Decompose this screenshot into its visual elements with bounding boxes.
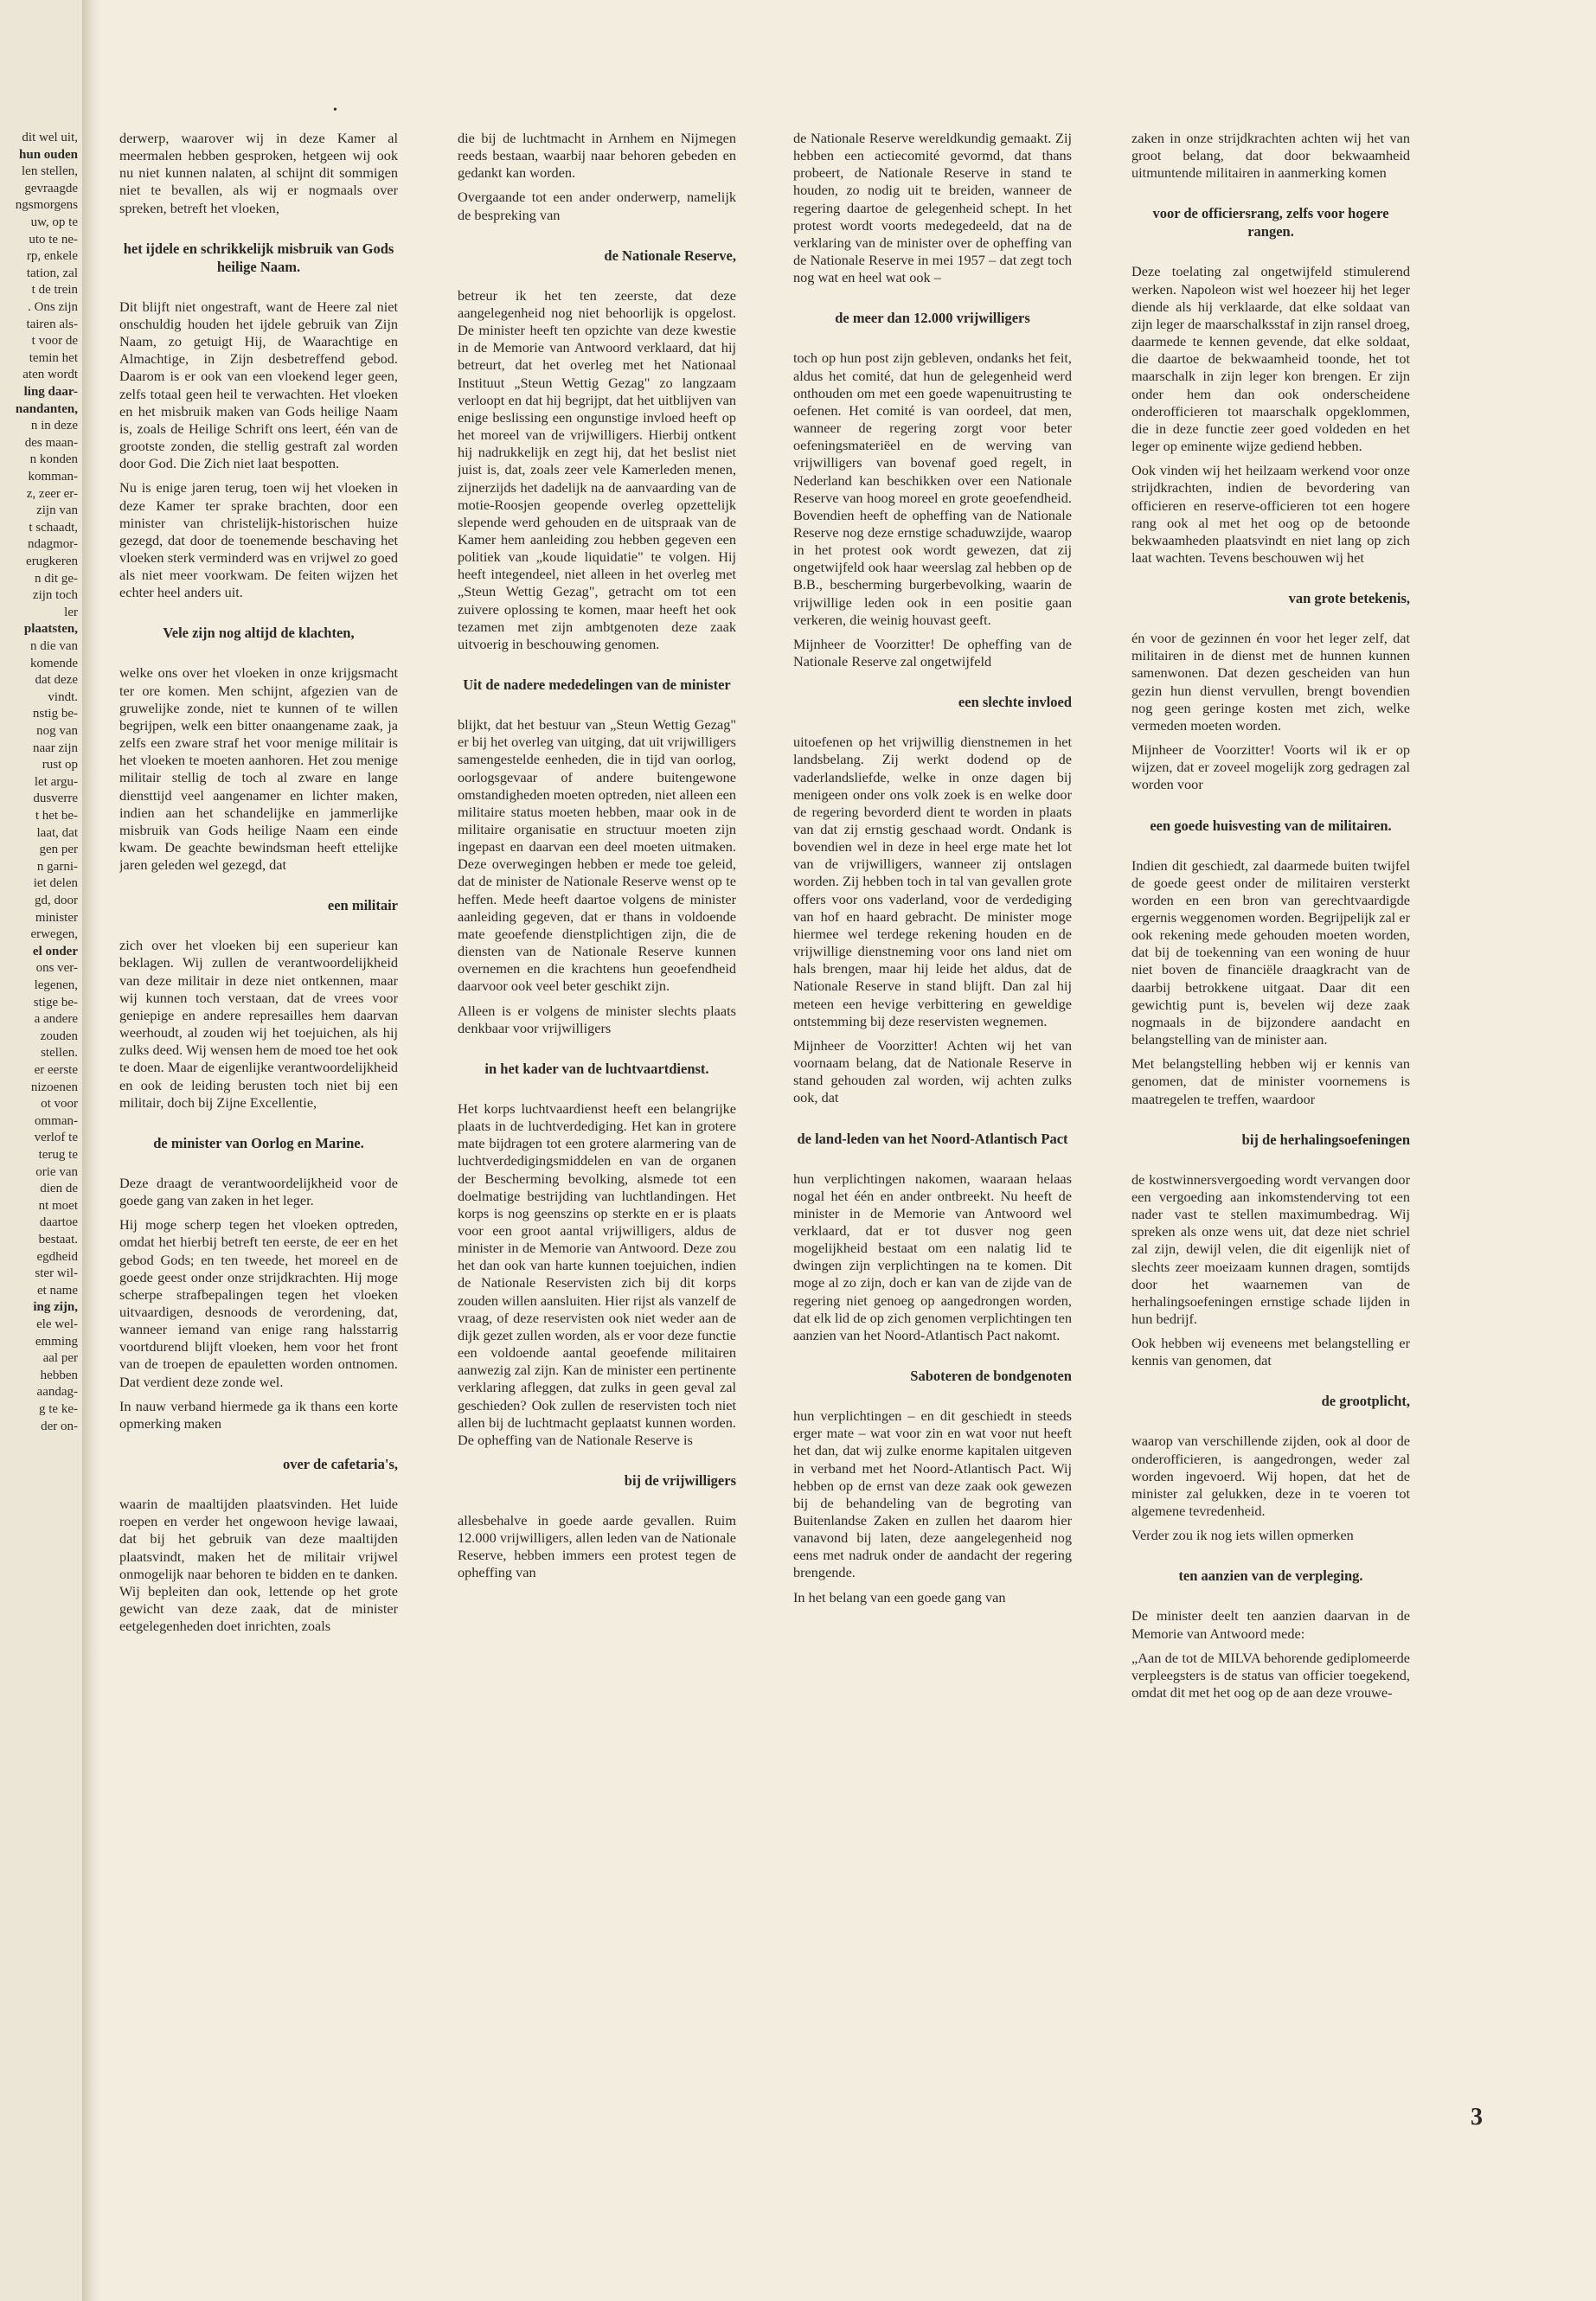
prev-page-fragment: uto te ne-	[29, 232, 78, 247]
paragraph: Mijnheer de Voorzitter! Achten wij het van voornaam belang, dat de Nationale Reserve in stand gehouden zal worden, wij achten zulks ook, dat	[793, 1036, 1072, 1106]
paragraph: hun verplichtingen nakomen, waaraan helaas nogal het één en ander ontbreekt. Nu heeft de minister in de Memorie van Antwoord wel verklaard, dat er tot dusver nog geen mogelijkheid bestaat om een nalatig lid te dwingen zijn verplichtingen na te komen. Dit moge al zo zijn, doch er kan van de zijde van de regering niet genoeg op aangedrongen worden, dat elk lid de op zich genomen verplichtingen ten aanzien van het Noord-Atlantisch Pact nakomt.	[793, 1170, 1072, 1343]
prev-page-fragment: des maan-	[24, 435, 78, 450]
paragraph: waarop van verschillende zijden, ook al door de onderofficieren, is aangedrongen, weder zal worden ingevoerd. Wij hopen, dat het de minister zal gelukken, deze in te voeren tot algemene tevredenheid.	[1131, 1433, 1410, 1520]
paragraph: blijkt, dat het bestuur van „Steun Wettig Gezag" er bij het overleg van uitging, dat uit vrijwilligers samengestelde eenheden, die in tijd van oorlog, oorlogsgevaar of andere buitengewone omstandigheden moeten optreden, niet alleen een militaire status moeten hebben, maar ook in de militaire organisatie en structuur moeten zijn ingepast en daarvan een deel moeten uitmaken. Deze overwegingen hebben er mede toe geleid, dat de minister de Nationale Reserve wenst op te heffen. Mede heeft daartoe volgens de minister aanleiding gegeven, dat er thans in voldoende mate geoefende dienstplichtigen zijn, die de diensten van de Nationale Reserve kunnen overnemen en die krachtens hun geoefendheid daarvoor ook veel beter geschikt zijn.	[458, 716, 736, 995]
subheading: de meer dan 12.000 vrijwilligers	[835, 310, 1030, 327]
subheading: ten aanzien van de verpleging.	[1178, 1567, 1363, 1585]
prev-page-fragment: komende	[30, 656, 78, 670]
prev-page-fragment: vindt.	[48, 689, 78, 704]
prev-page-fragment: n in deze	[30, 419, 78, 433]
prev-page-fragment: uw, op te	[30, 215, 78, 229]
prev-page-fragment: stige be-	[33, 995, 78, 1009]
subheading: de Nationale Reserve,	[604, 247, 736, 264]
paragraph: Nu is enige jaren terug, toen wij het vloeken in deze Kamer ter sprake brachten, door een minister van christelijk-historischen huize gezegd, dat door de toenemende beschaving het vloeken sterk verminderd was en vrijwel zo goed als niet meer voorkwam. De feiten wijzen het echter heel anders uit.	[119, 479, 398, 601]
prev-page-fragment: zijn toch	[32, 588, 78, 603]
subheading: in het kader van de luchtvaartdienst.	[484, 1060, 709, 1077]
prev-page-fragment: bestaat.	[38, 1233, 78, 1247]
prev-page-fragment: gd, door	[35, 894, 78, 907]
prev-page-fragment: komman-	[28, 470, 78, 484]
paragraph: Dit blijft niet ongestraft, want de Heere zal niet onschuldig houden het ijdele gebruik van Zijn Naam, zo getuigt Hij, de Waarachtige en Almachtige, in Zijn desbetreffend gebod. Daarom is er ook van een vloekend leger geen, zelfs totaal geen heil te verwachten. Het vloeken en het misbruik maken van Gods heilige Naam is, zoals de Heilige Schrift ons leert, één van de grootste zonden, die stellig gestraft zal worden door God. Die Zich niet laat bespotten.	[119, 298, 398, 472]
prev-page-fragment: aten wordt	[22, 368, 78, 382]
prev-page-fragment: aal per	[42, 1351, 78, 1366]
prev-page-fragment: et name	[36, 1283, 78, 1298]
prev-page-fragment: nt moet	[38, 1198, 78, 1213]
prev-page-fragment: . Ons zijn	[28, 300, 78, 314]
subheading: de minister van Oorlog en Marine.	[153, 1134, 364, 1151]
prev-page-fragment: n konden	[29, 452, 78, 467]
subheading: Uit de nadere mededelingen van de minister	[463, 676, 731, 694]
prev-page-fragment: z, zeer er-	[26, 486, 78, 501]
prev-page-fragment: a andere	[34, 1012, 78, 1027]
page-number: 3	[1471, 2104, 1483, 2131]
paragraph: zich over het vloeken bij een superieur kan beklagen. Wij zullen de verantwoordelijkheid van deze militair in deze niet ontkennen, maar wij kunnen toch verstaan, dat de vrees voor geniepige en andere represailles hem daarvan weerhoudt, al zouden wij het toejuichen, als hij zulks deed. Wij wensen hem de moed toe het ook te doen. Maar de eigenlijke verantwoordelijkheid en ook de leiding berusten toch niet bij een militair, doch bij Zijne Excellentie,	[119, 937, 398, 1111]
prev-page-fragment: len stellen,	[22, 164, 78, 179]
prev-page-fragment: nstig be-	[32, 707, 78, 721]
prev-page-fragment: ot voor	[41, 1097, 78, 1112]
prev-page-fragment: erugkeren	[26, 554, 78, 568]
subheading: Vele zijn nog altijd de klachten,	[163, 625, 355, 642]
prev-page-fragment: tairen als-	[26, 317, 78, 331]
paragraph: waarin de maaltijden plaatsvinden. Het luide roepen en verder het ongewoon hevige lawaai, dat bij het gebruik van deze maaltijden plaatsvindt, maken het de militair vrijwel onmogelijk naar behoren te bidden en te danken. Wij bepleiten dan ook, lettende op het grote gewicht van deze zaak, dat de minister eetgelegenheden doet inrichten, zoals	[119, 1496, 398, 1635]
paragraph: hun verplichtingen – en dit geschiedt in steeds erger mate – wat voor zin en wat voor nut heeft het dan, dat wij zulke enorme kapitalen uitgeven in verband met het Noord-Atlantisch Pact. Wij hebben op de ernst van deze zaak ook gewezen bij de behandeling van de begroting van Buitenlandse Zaken en zullen het daarom hier vanavond bij laten, deze aangelegenheid nog eens met nadruk onder de aandacht der regering brengende.	[793, 1407, 1072, 1581]
prev-page-fragment: ons ver-	[35, 961, 78, 976]
prev-page-fragment: el onder	[32, 944, 78, 958]
column-4	[1131, 130, 1410, 2128]
subheading: bij de herhalingsoefeningen	[1241, 1131, 1410, 1148]
paragraph: Verder zou ik nog iets willen opmerken	[1131, 1527, 1354, 1544]
subheading: een goede huisvesting van de militairen.	[1150, 817, 1392, 834]
subheading: de grootplicht,	[1321, 1393, 1410, 1410]
prev-page-fragment: ster wil-	[35, 1266, 78, 1281]
prev-page-fragment: g te ke-	[39, 1402, 78, 1416]
prev-page-fragment: rust op	[42, 758, 78, 772]
prev-page-fragment: nog van	[36, 724, 78, 738]
prev-page-fragment: ler	[64, 605, 78, 619]
prev-page-fragment: t schaadt,	[29, 520, 78, 535]
prev-page-fragment: laat, dat	[36, 825, 78, 840]
prev-page-fragment: dien de	[40, 1182, 78, 1196]
prev-page-fragment: temin het	[29, 350, 78, 365]
prev-page-fragment: orie van	[35, 1164, 78, 1179]
prev-page-fragment: ele wel-	[36, 1317, 78, 1331]
paragraph: de kostwinnersvergoeding wordt vervangen door een vergoeding aan inkomstenderving tot een nader vast te stellen maximumbedrag. Wij spreken als onze wens uit, dat deze niet schriel zal zijn, dewijl velen, die dit eigenlijk niet of slechts zeer moeizaam kunnen dragen, somtijds door het waarnemen van de herhalingsoefeningen ernstige schade lijden in hun bedrijf.	[1131, 1170, 1410, 1327]
print-mark: •	[333, 104, 337, 117]
subheading: Saboteren de bondgenoten	[910, 1368, 1072, 1385]
paragraph: Deze draagt de verantwoordelijkheid voor de goede gang van zaken in het leger.	[119, 1174, 398, 1209]
prev-page-fragment: hun ouden	[19, 147, 78, 162]
prev-page-fragment: rp, enkele	[26, 249, 78, 264]
paragraph: Ook vinden wij het heilzaam werkend voor onze strijdkrachten, indien de bevordering van officieren en reserve-officieren tot een hogere rang ook al met het oog op de betoonde bekwaamheden plaatsvindt en niet lang op zich laat wachten. Tevens beschouwen wij het	[1131, 462, 1410, 566]
paragraph: uitoefenen op het vrijwillig dienstnemen in het landsbelang. Zij werkt dodend op de vaderlandsliefde, welke in onze dagen bij menigeen onder ons volk zoek is en welke door de regering bevorderd dient te worden in plaats van dat zij ernstig geschaad wordt. Ondank is bovendien wel in deze in heel erge mate het lot van de vrijwilligers, wanneer zij ontslagen worden. Zij hebben toch in tal van gevallen grote offers voor ons vaderland, voor de verdediging van hof en haard gebracht. De minister moge hiermee wel terdege rekening houden en de vrijwillige dienstneming voor ons land niet om hals brengen, maar hij leide het aldus, dat de Nationale Reserve in stand blijft. Dan zal hij meteen een hevige verbittering en geweldige ontstemming bij deze reservisten wegnemen.	[793, 734, 1072, 1029]
paragraph: De minister deelt ten aanzien daarvan in de Memorie van Antwoord mede:	[1131, 1607, 1410, 1642]
paragraph: Met belangstelling hebben wij er kennis van genomen, dat de minister voornemens is maatregelen te treffen, waardoor	[1131, 1055, 1410, 1107]
prev-page-fragment: legenen,	[34, 978, 78, 992]
paragraph: In het belang van een goede gang van	[793, 1588, 1006, 1606]
prev-page-fragment: er eerste	[34, 1063, 78, 1077]
subheading: het ijdele en schrikkelijk misbruik van Gods heilige Naam.	[123, 240, 394, 275]
subheading: de land-leden van het Noord-Atlantisch Pact	[797, 1130, 1068, 1147]
prev-page-fragment: ling daar-	[23, 385, 78, 399]
paragraph: Mijnheer de Voorzitter! De opheffing van de Nationale Reserve zal ongetwijfeld	[793, 635, 1072, 670]
prev-page-fragment: dusverre	[33, 792, 78, 806]
paragraph: zaken in onze strijdkrachten achten wij het van groot belang, dat door bekwaamheid uitmuntende militairen in aanmerking komen	[1131, 130, 1410, 182]
prev-page-fragment: omman-	[35, 1113, 78, 1128]
paragraph: „Aan de tot de MILVA behorende gediplomeerde verpleegsters is de status van officier toegekend, omdat dit met het oog op de aan deze vrouwe-	[1131, 1649, 1410, 1701]
paragraph: Hij moge scherp tegen het vloeken optreden, omdat het hierbij betreft ten eerste, de eer en het gebod Gods; en ten tweede, het moreel en de goede geest onder onze strijdkrachten. Hij moge scherpe strafbepalingen tegen het vloeken uitvaardigen, desnoods de verordening, dat, wanneer iemand van enige rang halsstarrig voortdurend blijft vloeken, hem voor het front van de troepen de epauletten worden ontnomen. Dat verdient deze zonde wel.	[119, 1216, 398, 1390]
paragraph: toch op hun post zijn gebleven, ondanks het feit, aldus het comité, dat hun de gelegenheid werd onthouden om met een goede wapenuitrusting te oefenen. Het comité is van oordeel, dat men, wanneer de regering zorgt voor beter oefeningsmateriëel en de werving van vrijwilligers van bovenaf goed regelt, in Nederland kan beschikken over een Nationale Reserve van hoog moreel en grote geoefendheid. Bovendien heeft de opheffing van de Nationale Reserve nog deze ernstige schaduwzijde, waarop in het protest ook wordt gewezen, dat zij ongetwijfeld ook haar weerslag zal hebben op de B.B., bescherming burgerbevolking, waarin de vrijwillige leden ook in een positie gaan verkeren, die weinig houvast geeft.	[793, 349, 1072, 628]
prev-page-fragment: aandag-	[36, 1385, 78, 1400]
prev-page-fragment: gen per	[39, 843, 78, 857]
subheading: voor de officiersrang, zelfs voor hogere rangen.	[1152, 205, 1389, 240]
paragraph: welke ons over het vloeken in onze krijgsmacht ter ore komen. Men schijnt, afgezien van de gruwelijke zonde, niet te kunnen of te willen begrijpen, welk een bitter onaangename zaak, ja zelfs een zware straf het voor menige militair is het vloeken te moeten aanhoren. Het zou menige militair stellig de toch al zware en lange diensttijd veel aangenamer en lichter maken, indien aan het schandelijke en jammerlijke misbruik van Gods heilige Naam een einde kwam. De geachte bewindsman heeft ettelijke jaren geleden wel gezegd, dat	[119, 664, 398, 874]
prev-page-fragment: ing zijn,	[33, 1300, 78, 1315]
paragraph: én voor de gezinnen én voor het leger zelf, dat militairen in de dienst met de hunnen kunnen samenwonen. Dat dezen gescheiden van hun gezin hun dienst vervullen, brengt bovendien nog geen geringe kosten met zich, welke vermeden moeten worden.	[1131, 630, 1410, 734]
prev-page-fragment: let argu-	[34, 774, 78, 789]
prev-page-fragment: daartoe	[39, 1215, 78, 1230]
subheading: over de cafetaria's,	[282, 1456, 398, 1473]
paragraph: Mijnheer de Voorzitter! Voorts wil ik er op wijzen, dat er zoveel mogelijk zorg gedragen zal worden voor	[1131, 741, 1410, 793]
prev-page-fragment: tation, zal	[26, 266, 78, 280]
paragraph: derwerp, waarover wij in deze Kamer al meermalen hebben gesproken, hetgeen wij ook nu niet kunnen nalaten, al schijnt dit sommigen niet te bevallen, als wij er nogmaals over spreken, betreft het vloeken,	[119, 130, 398, 216]
prev-page-fragment: plaatsten,	[23, 622, 78, 637]
prev-page-fragment: iet delen	[33, 876, 78, 891]
prev-page-fragment: zijn van	[36, 503, 78, 518]
prev-page-fragment: naar zijn	[32, 740, 78, 755]
previous-page-edge	[0, 0, 82, 2301]
prev-page-fragment: der on-	[41, 1419, 78, 1433]
prev-page-fragment: emming	[35, 1334, 78, 1349]
paragraph: de Nationale Reserve wereldkundig gemaakt. Zij hebben een actiecomité gevormd, dat thans probeert, de Nationale Reserve in stand te houden, zo nodig uit te breiden, wanneer de regering daartoe de gelegenheid schept. In het protest wordt voorts medegedeeld, dat na de verklaring van de minister over de opheffing van de Nationale Reserve in mei 1957 – dat zegt toch nog wat en heel wat ook –	[793, 130, 1072, 286]
paragraph: allesbehalve in goede aarde gevallen. Ruim 12.000 vrijwilligers, allen leden van de Nationale Reserve, hebben immers een protest tegen de opheffing van	[458, 1512, 736, 1581]
paragraph: Indien dit geschiedt, zal daarmede buiten twijfel de goede geest onder de militairen versterkt worden en een bron van gerechtvaardigde ergernis weggenomen worden. Begrijpelijk zal er ook rekening mede gehouden moeten worden, dat bij de toekenning van een woning de huur niet boven de financiële draagkracht van de daarbij betrokkene uitgaat. Daar dit een gewichtig punt is, bevelen wij deze zaak nogmaals in de bijzondere aandacht en belangstelling van de minister aan.	[1131, 856, 1410, 1048]
subheading: bij de vrijwilligers	[624, 1472, 736, 1489]
paragraph: die bij de luchtmacht in Arnhem en Nijmegen reeds bestaan, waarbij naar behoren gebeden en gedankt kan worden.	[458, 130, 736, 182]
subheading: een militair	[327, 897, 398, 914]
prev-page-fragment: t het be-	[35, 809, 78, 823]
subheading: van grote betekenis,	[1288, 590, 1410, 607]
prev-page-fragment: minister	[35, 910, 78, 925]
column-2	[458, 130, 736, 2128]
prev-page-fragment: dit wel uit,	[22, 131, 78, 144]
paragraph: Alleen is er volgens de minister slechts plaats denkbaar voor vrijwilligers	[458, 1002, 736, 1036]
prev-page-fragment: nizoenen	[30, 1080, 78, 1094]
prev-page-fragment: t de trein	[31, 283, 78, 298]
column-1	[119, 130, 398, 2128]
prev-page-fragment: hebben	[40, 1368, 78, 1382]
paragraph: In nauw verband hiermede ga ik thans een korte opmerking maken	[119, 1397, 398, 1432]
prev-page-fragment: verlof te	[34, 1131, 78, 1145]
prev-page-fragment: n garni-	[36, 859, 78, 874]
prev-page-fragment: gevraagde	[24, 181, 78, 195]
prev-page-fragment: stellen.	[41, 1046, 78, 1061]
prev-page-fragment: erwegen,	[30, 927, 78, 942]
paragraph: betreur ik het ten zeerste, dat deze aangelegenheid nog niet behoorlijk is opgelost. De minister heeft ten opzichte van deze kwestie in de Memorie van Antwoord verklaard, dat hij betreurt, dat het overleg met het Nationaal Instituut „Steun Wettig Gezag" zo langzaam verloopt en dat hij begrijpt, dat het uitblijven van enige beslissing een ongunstige invloed heeft op het moreel van de vrijwilligers. Hierbij ontkent hij nadrukkelijk en zegt hij, dat het beslist niet juist is, dat, zoals zeer vele Kamerleden menen, zijnerzijds het dadelijk na de aanvaarding van de motie-Roosjen geopende overleg opzettelijk slepende werd gehouden en de uitspraak van de Kamer hem aanleiding zou hebben gegeven een politiek van „koude liquidatie" te volgen. Hij heeft integendeel, niet alleen in het overleg met „Steun Wettig Gezag", getracht om tot een zuivere oplossing te komen, maar heeft het ook tezamen met zijn ambtgenoten deze zaak uitvoerig in beschouwing genomen.	[458, 286, 736, 652]
prev-page-fragment: n dit ge-	[35, 571, 78, 586]
subheading: een slechte invloed	[958, 694, 1072, 711]
paragraph: Het korps luchtvaardienst heeft een belangrijke plaats in de luchtverdediging. Het kan in grotere mate bijdragen tot een grotere alarmering van de luchtverdedigingsmiddelen en van de organen der Bescherming bevolking, alsmede tot een doelmatige bestrijding van luchtlandingen. Het korps is nog geenszins op sterkte en er is plaats voor een groot aantal vrijwilligers, aldus de minister in de Memorie van Antwoord. Deze zou het dan ook van harte kunnen toejuichen, indien de Nationale Reservisten zich bij dit korps zouden willen aansluiten. Hier rijst als vanzelf de vraag, of deze reservisten ook niet weder aan de dijk gezet zullen worden, als er voor deze functie een voldoende aantal geoefende militairen aanwezig zal zijn. Kan de minister een pertinente verklaring afleggen, dat zulks in geen geval zal geschieden? Ook zullen de reservisten toch niet allen bij de luchtmacht geplaatst kunnen worden. De opheffing van de Nationale Reserve is	[458, 1099, 736, 1448]
prev-page-fragment: terug te	[38, 1148, 78, 1162]
column-3	[793, 130, 1072, 2128]
page-gutter	[82, 0, 99, 2301]
paragraph: Deze toelating zal ongetwijfeld stimulerend werken. Napoleon wist wel hoezeer hij het leger diende als hij verklaarde, dat elke soldaat van zijn leger de maarschalksstaf in zijn ransel droeg, daarmede te kennen gevende, dat elke soldaat, die daartoe de bekwaamheid toonde, het tot maarschalk in zijn leger kon brengen. Er zijn onder hem dan ook onderscheidene onderofficieren tot maarschalk opgeklommen, die in deze functie zeer goed voldeden en het leger op eminente wijze gediend hebben.	[1131, 263, 1410, 455]
prev-page-fragment: egdheid	[36, 1249, 78, 1264]
prev-page-fragment: nandanten,	[15, 401, 78, 416]
prev-page-fragment: t voor de	[31, 334, 78, 349]
prev-page-fragment: ngsmorgens	[15, 198, 78, 213]
prev-page-fragment: zouden	[40, 1029, 78, 1043]
paragraph: Ook hebben wij eveneens met belangstelling er kennis van genomen, dat	[1131, 1335, 1410, 1369]
paragraph: Overgaande tot een ander onderwerp, namelijk de bespreking van	[458, 189, 736, 223]
prev-page-fragment: ndagmor-	[27, 537, 78, 552]
prev-page-fragment: n die van	[30, 639, 78, 653]
prev-page-fragment: dat deze	[35, 673, 78, 688]
